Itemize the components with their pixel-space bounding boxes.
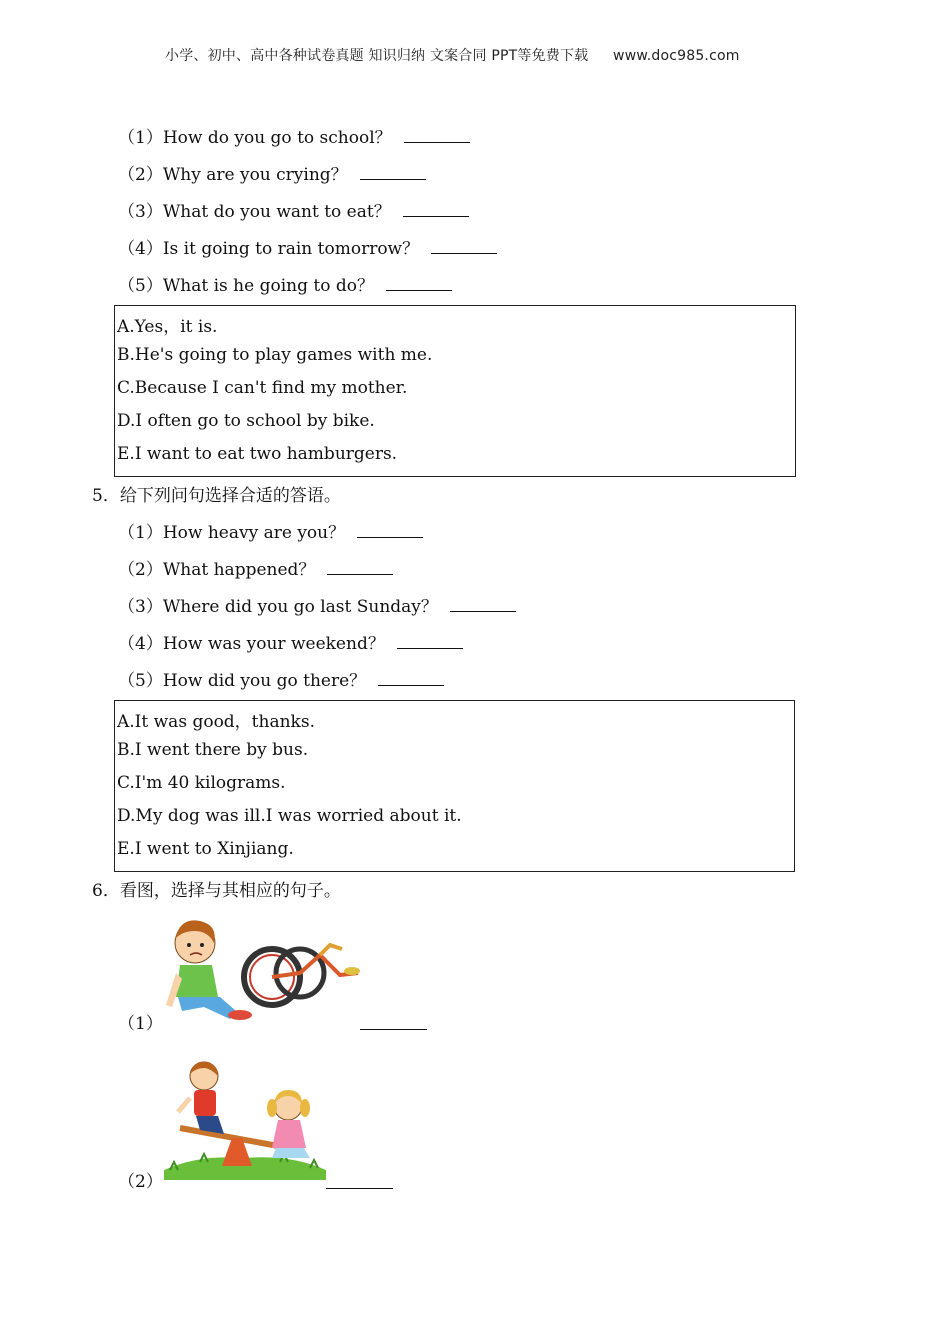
section-6-title: 6．看图，选择与其相应的句子。 (92, 881, 341, 901)
answer-blank[interactable] (404, 128, 470, 143)
p5-question-5 (118, 666, 444, 691)
p4-question-3 (118, 197, 469, 222)
answer-blank[interactable] (378, 671, 444, 686)
question-text: （5）What is he going to do？ (118, 276, 374, 296)
p5-question-2 (118, 555, 393, 580)
question-text: （3）What do you want to eat？ (118, 202, 391, 222)
p5-options-box (114, 700, 795, 872)
answer-blank[interactable] (360, 165, 426, 180)
section-5-title: 5．给下列问句选择合适的答语。 (92, 486, 341, 506)
option-c: C.Because I can't find my mother. (117, 378, 408, 398)
p4-question-2 (118, 160, 426, 185)
p5-question-1 (118, 518, 423, 543)
answer-blank[interactable] (386, 276, 452, 291)
option-e: E.I want to eat two hamburgers. (117, 444, 398, 464)
question-text: （5）How did you go there？ (118, 671, 367, 691)
p4-question-5 (118, 271, 452, 296)
header-site: www.doc985.com (613, 48, 740, 64)
kids-on-seesaw-illustration (160, 1058, 330, 1183)
answer-blank[interactable] (403, 202, 469, 217)
answer-blank[interactable] (357, 523, 423, 538)
option-a: A.Yes，it is. (117, 317, 218, 337)
p4-question-1 (118, 123, 470, 148)
question-text: （3）Where did you go last Sunday？ (118, 597, 438, 617)
option-d: D.I often go to school by bike. (117, 411, 375, 431)
option-b: B.I went there by bus. (117, 740, 309, 760)
p6-item-1-label: （1） (118, 1014, 163, 1034)
p6-answer-blank-1[interactable] (360, 1015, 427, 1030)
page-header (165, 45, 740, 65)
question-text: （2）Why are you crying？ (118, 165, 348, 185)
question-text: （1）How heavy are you？ (118, 523, 346, 543)
answer-blank[interactable] (327, 560, 393, 575)
question-text: （2）What happened？ (118, 560, 316, 580)
p5-question-3 (118, 592, 516, 617)
boy-fell-off-bike-illustration (160, 915, 365, 1025)
option-c: C.I'm 40 kilograms. (117, 773, 286, 793)
option-a: A.It was good，thanks. (117, 712, 315, 732)
option-d: D.My dog was ill.I was worried about it. (117, 806, 462, 826)
p6-answer-blank-2[interactable] (326, 1174, 393, 1189)
header-text: 小学、初中、高中各种试卷真题 知识归纳 文案合同 PPT等免费下载 (165, 48, 589, 64)
answer-blank[interactable] (397, 634, 463, 649)
p6-item-2-label: （2） (118, 1172, 163, 1192)
p4-options-box (114, 305, 796, 477)
answer-blank[interactable] (450, 597, 516, 612)
option-e: E.I went to Xinjiang. (117, 839, 294, 859)
question-text: （4）How was your weekend？ (118, 634, 385, 654)
question-text: （1）How do you go to school？ (118, 128, 392, 148)
question-text: （4）Is it going to rain tomorrow？ (118, 239, 420, 259)
p4-question-4 (118, 234, 497, 259)
option-b: B.He's going to play games with me. (117, 345, 433, 365)
answer-blank[interactable] (431, 239, 497, 254)
p5-question-4 (118, 629, 463, 654)
